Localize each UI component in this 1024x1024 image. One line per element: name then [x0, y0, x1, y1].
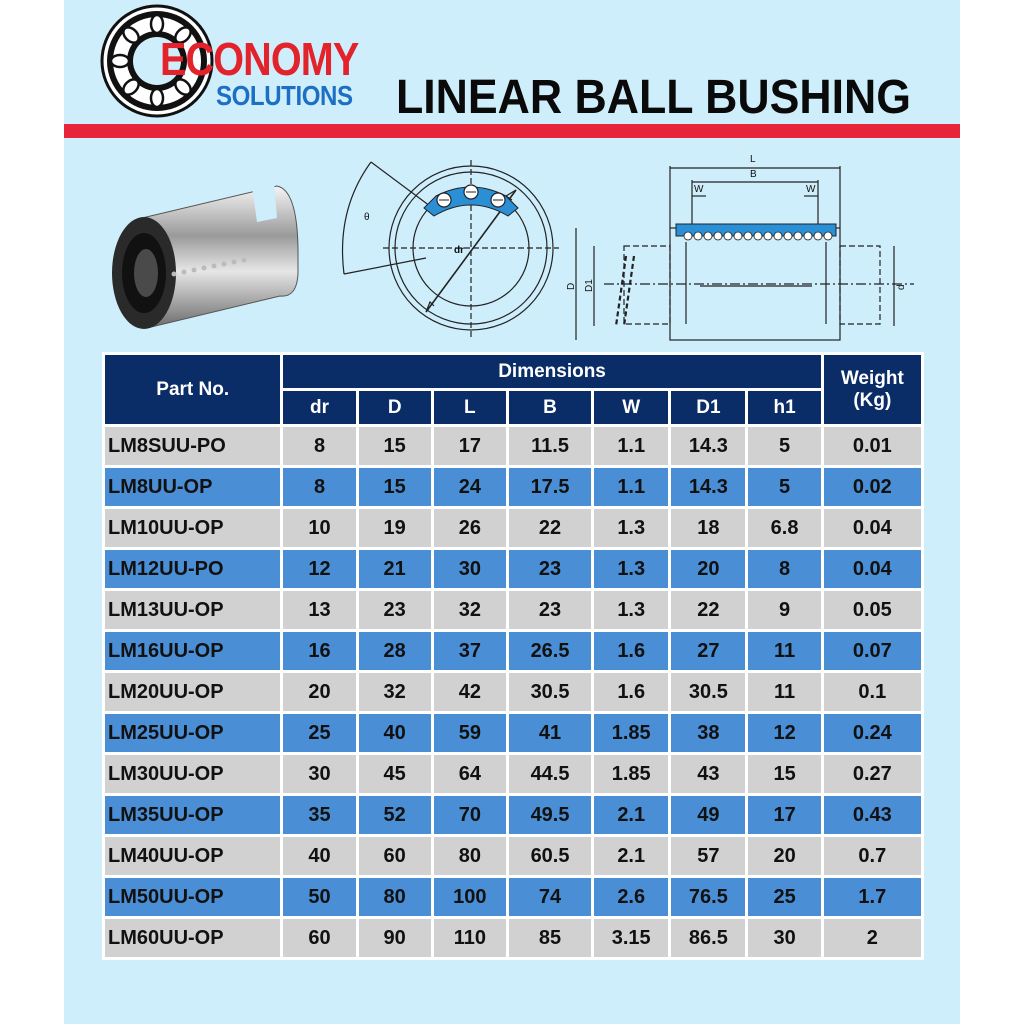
- page-title: LINEAR BALL BUSHING: [396, 71, 912, 124]
- cell-l: 26: [432, 508, 507, 549]
- cell-d: 90: [357, 918, 432, 959]
- cell-h1: 8: [747, 549, 822, 590]
- cell-d1: 27: [670, 631, 747, 672]
- table-row: [104, 508, 923, 549]
- dr-label: dr: [454, 245, 464, 256]
- table-row: [104, 713, 923, 754]
- D-label: D: [566, 282, 577, 290]
- side-section-drawing: [564, 146, 924, 350]
- cell-w: 1.3: [593, 590, 670, 631]
- table-row: [104, 549, 923, 590]
- cell-part: LM13UU-OP: [104, 590, 282, 631]
- table-row: [104, 631, 923, 672]
- cell-l: 30: [432, 549, 507, 590]
- spec-table: [102, 352, 924, 960]
- cell-weight: 0.43: [822, 795, 922, 836]
- cell-d1: 20: [670, 549, 747, 590]
- W-label-right: W: [806, 184, 816, 195]
- table-row: [104, 672, 923, 713]
- cell-dr: 30: [282, 754, 357, 795]
- theta-label: θ: [364, 212, 370, 223]
- cell-part: LM60UU-OP: [104, 918, 282, 959]
- cell-w: 1.85: [593, 713, 670, 754]
- cell-part: LM50UU-OP: [104, 877, 282, 918]
- cell-weight: 0.02: [822, 467, 922, 508]
- D1-label: D1: [584, 279, 595, 292]
- weight-header: [822, 354, 922, 426]
- cell-h1: 5: [747, 426, 822, 467]
- cell-d1: 57: [670, 836, 747, 877]
- cell-d: 19: [357, 508, 432, 549]
- cell-weight: 0.04: [822, 508, 922, 549]
- cell-l: 80: [432, 836, 507, 877]
- cell-d: 32: [357, 672, 432, 713]
- cell-dr: 12: [282, 549, 357, 590]
- technical-drawings: [64, 140, 960, 350]
- cell-w: 1.1: [593, 467, 670, 508]
- cell-weight: 0.01: [822, 426, 922, 467]
- cell-h1: 15: [747, 754, 822, 795]
- cell-h1: 17: [747, 795, 822, 836]
- cell-w: 1.6: [593, 631, 670, 672]
- cell-part: LM10UU-OP: [104, 508, 282, 549]
- dimensions-header: Dimensions: [282, 354, 822, 390]
- cell-d: 45: [357, 754, 432, 795]
- cell-b: 30.5: [507, 672, 592, 713]
- column-header-w: W: [593, 390, 670, 426]
- cell-d1: 86.5: [670, 918, 747, 959]
- table-row: [104, 918, 923, 959]
- cell-d: 21: [357, 549, 432, 590]
- L-label: L: [750, 154, 756, 165]
- part-number-header: Part No.: [104, 354, 282, 426]
- header: [64, 0, 960, 124]
- table-row: [104, 877, 923, 918]
- d-label: d: [896, 284, 907, 290]
- table-row: [104, 426, 923, 467]
- cell-l: 64: [432, 754, 507, 795]
- cell-b: 23: [507, 590, 592, 631]
- product-sheet: [64, 0, 960, 1024]
- cell-weight: 0.27: [822, 754, 922, 795]
- column-header-dr: dr: [282, 390, 357, 426]
- cell-weight: 0.7: [822, 836, 922, 877]
- table-row: [104, 836, 923, 877]
- cell-weight: 0.07: [822, 631, 922, 672]
- cell-l: 110: [432, 918, 507, 959]
- cell-w: 1.6: [593, 672, 670, 713]
- end-view-drawing: [326, 150, 566, 350]
- cell-w: 1.1: [593, 426, 670, 467]
- cell-w: 1.85: [593, 754, 670, 795]
- cell-part: LM35UU-OP: [104, 795, 282, 836]
- cell-part: LM12UU-PO: [104, 549, 282, 590]
- cell-b: 60.5: [507, 836, 592, 877]
- cell-w: 2.1: [593, 795, 670, 836]
- cell-part: LM8SUU-PO: [104, 426, 282, 467]
- cell-weight: 0.24: [822, 713, 922, 754]
- cell-part: LM16UU-OP: [104, 631, 282, 672]
- cell-l: 70: [432, 795, 507, 836]
- cell-part: LM20UU-OP: [104, 672, 282, 713]
- cell-d: 23: [357, 590, 432, 631]
- cell-dr: 8: [282, 467, 357, 508]
- cell-h1: 9: [747, 590, 822, 631]
- column-header-d1: D1: [670, 390, 747, 426]
- cell-part: LM40UU-OP: [104, 836, 282, 877]
- cell-w: 1.3: [593, 508, 670, 549]
- W-label-left: W: [694, 184, 704, 195]
- cell-w: 1.3: [593, 549, 670, 590]
- table-row: [104, 754, 923, 795]
- cell-l: 24: [432, 467, 507, 508]
- cell-dr: 35: [282, 795, 357, 836]
- cell-d1: 14.3: [670, 426, 747, 467]
- cell-weight: 2: [822, 918, 922, 959]
- column-header-b: B: [507, 390, 592, 426]
- cell-weight: 0.04: [822, 549, 922, 590]
- cell-h1: 12: [747, 713, 822, 754]
- cell-d: 40: [357, 713, 432, 754]
- cell-d1: 22: [670, 590, 747, 631]
- cell-d1: 30.5: [670, 672, 747, 713]
- weight-header-unit: (Kg): [853, 389, 892, 411]
- cell-w: 2.6: [593, 877, 670, 918]
- cell-l: 100: [432, 877, 507, 918]
- cell-b: 74: [507, 877, 592, 918]
- weight-header-label: Weight: [840, 367, 904, 389]
- table-row: [104, 590, 923, 631]
- cell-dr: 13: [282, 590, 357, 631]
- column-header-l: L: [432, 390, 507, 426]
- brand-word-solutions: SOLUTIONS: [216, 80, 353, 111]
- brand-word-economy: ECONOMY: [160, 33, 359, 85]
- cell-dr: 20: [282, 672, 357, 713]
- cell-d: 28: [357, 631, 432, 672]
- cell-dr: 8: [282, 426, 357, 467]
- cell-b: 17.5: [507, 467, 592, 508]
- cell-h1: 5: [747, 467, 822, 508]
- cell-d1: 76.5: [670, 877, 747, 918]
- cell-part: LM30UU-OP: [104, 754, 282, 795]
- cell-weight: 0.05: [822, 590, 922, 631]
- cell-l: 42: [432, 672, 507, 713]
- cell-d: 15: [357, 467, 432, 508]
- cell-b: 41: [507, 713, 592, 754]
- table-row: [104, 467, 923, 508]
- cell-w: 3.15: [593, 918, 670, 959]
- table-row: [104, 795, 923, 836]
- cell-b: 11.5: [507, 426, 592, 467]
- cell-d1: 38: [670, 713, 747, 754]
- cell-l: 17: [432, 426, 507, 467]
- cell-h1: 6.8: [747, 508, 822, 549]
- cell-d: 60: [357, 836, 432, 877]
- cell-weight: 0.1: [822, 672, 922, 713]
- cell-d1: 18: [670, 508, 747, 549]
- cell-h1: 11: [747, 631, 822, 672]
- header-divider: [64, 124, 960, 138]
- cell-part: LM8UU-OP: [104, 467, 282, 508]
- cell-b: 85: [507, 918, 592, 959]
- cell-d: 52: [357, 795, 432, 836]
- column-header-d: D: [357, 390, 432, 426]
- cell-dr: 10: [282, 508, 357, 549]
- cell-h1: 25: [747, 877, 822, 918]
- cell-l: 37: [432, 631, 507, 672]
- cell-dr: 40: [282, 836, 357, 877]
- cell-d: 15: [357, 426, 432, 467]
- cell-d1: 43: [670, 754, 747, 795]
- cell-b: 44.5: [507, 754, 592, 795]
- cell-w: 2.1: [593, 836, 670, 877]
- cell-weight: 1.7: [822, 877, 922, 918]
- cell-d: 80: [357, 877, 432, 918]
- cell-part: LM25UU-OP: [104, 713, 282, 754]
- B-label: B: [750, 169, 757, 180]
- cell-h1: 11: [747, 672, 822, 713]
- cell-h1: 30: [747, 918, 822, 959]
- cell-d1: 14.3: [670, 467, 747, 508]
- table-body: [104, 426, 923, 959]
- cell-dr: 16: [282, 631, 357, 672]
- cell-dr: 50: [282, 877, 357, 918]
- cell-b: 26.5: [507, 631, 592, 672]
- cell-l: 59: [432, 713, 507, 754]
- cell-dr: 60: [282, 918, 357, 959]
- cell-h1: 20: [747, 836, 822, 877]
- cell-dr: 25: [282, 713, 357, 754]
- cell-b: 22: [507, 508, 592, 549]
- brand-logo: [98, 2, 378, 120]
- bushing-photo: [102, 178, 307, 338]
- cell-l: 32: [432, 590, 507, 631]
- cell-b: 23: [507, 549, 592, 590]
- column-header-h1: h1: [747, 390, 822, 426]
- cell-b: 49.5: [507, 795, 592, 836]
- cell-d1: 49: [670, 795, 747, 836]
